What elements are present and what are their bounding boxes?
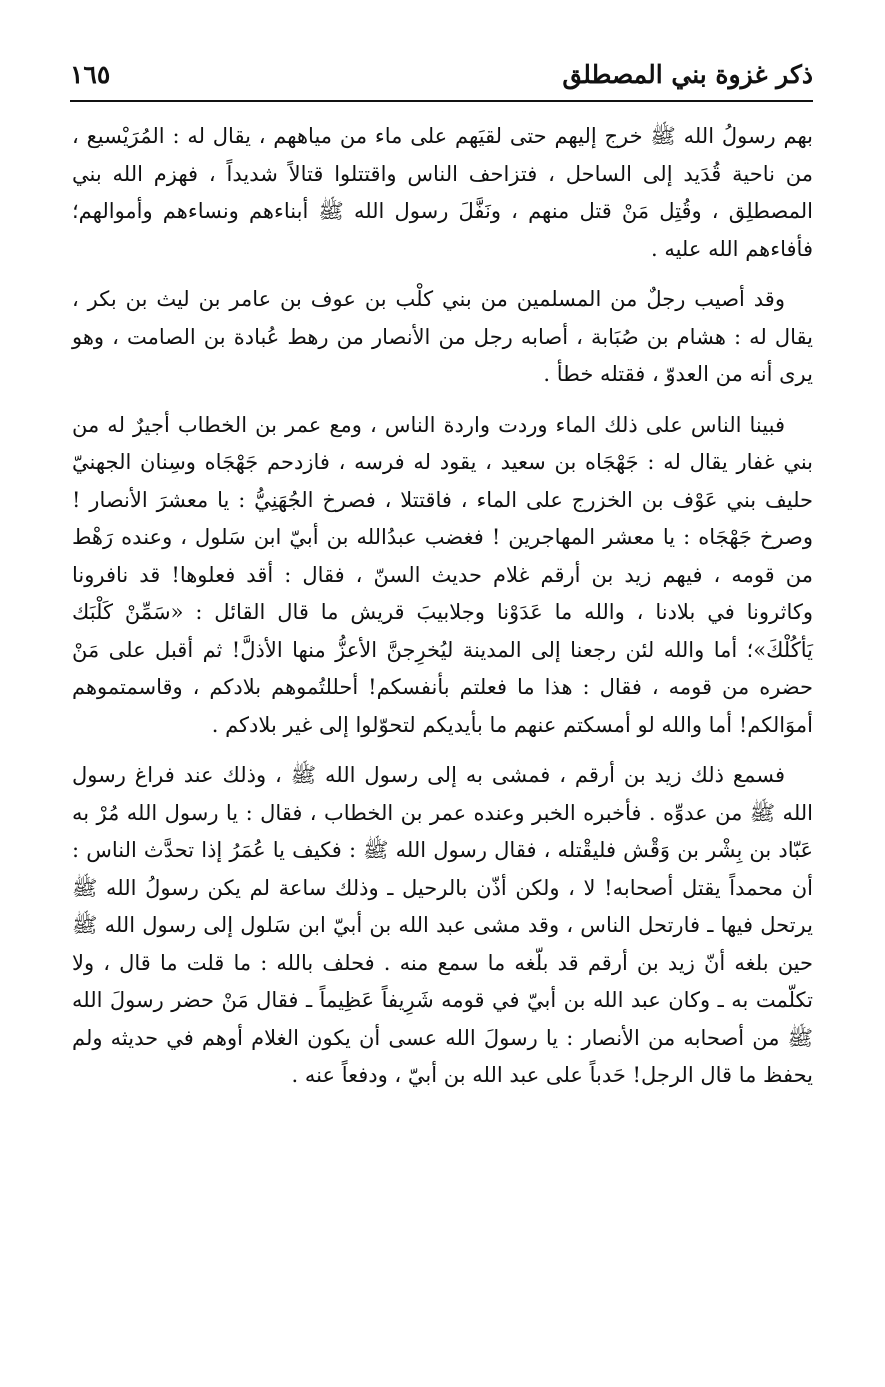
paragraph-1: بهم رسولُ الله ﷺ خرج إليهم حتى لقيَهم على ماء من مياههم ، يقال له : المُرَيْسيع ، من ناحية قُدَيد إلى الساحل ، فتزاحف الناس واقتتلوا قتالاً شديداً ، فهزم الله بني المصطلِق ، وقُتِل مَنْ قتل منهم ، ونَفَّلَ رسول الله ﷺ أبناءهم ونساءهم وأموالهم؛ فأفاءهم الله عليه . (72, 124, 813, 261)
page-header (70, 52, 813, 102)
running-title: ذكر غزوة بني المصطلق (562, 60, 813, 89)
paragraph-2: وقد أصيب رجلٌ من المسلمين من بني كلْب بن عوف بن عامر بن ليث بن بكر ، يقال له : هشام بن صُبَابة ، أصابه رجل من الأنصار من رهط عُبادة بن الصامت ، وهو يرى أنه من العدوّ ، فقتله خطأ . (72, 287, 813, 386)
paragraph-gap (72, 268, 813, 281)
paragraph-4: فسمع ذلك زيد بن أرقم ، فمشى به إلى رسول الله ﷺ ، وذلك عند فراغ رسول الله ﷺ من عدوِّه . فأخبره الخبر وعنده عمر بن الخطاب ، فقال : يا رسول الله مُرْ به عَبّاد بن بِشْر بن وَقْش فليقْتله ، فقال رسول الله ﷺ : فكيف يا عُمَرُ إذا تحدَّث الناس : أن محمداً يقتل أصحابه! لا ، ولكن أذّن بالرحيل ـ وذلك ساعة لم يكن رسولُ الله ﷺ يرتحل فيها ـ فارتحل الناس ، وقد مشى عبد الله بن أبيّ ابن سَلول إلى رسول الله ﷺ حين بلغه أنّ زيد بن أرقم قد بلّغه ما سمع منه . فحلف بالله : ما قلت ما قال ، ولا تكلّمت به ـ وكان عبد الله بن أبيّ في قومه شَرِيفاً عَظِيماً ـ فقال مَنْ حضر رسولَ الله ﷺ من أصحابه من الأنصار : يا رسولَ الله عسى أن يكون الغلام أوهم في حديثه ولم يحفظ ما قال الرجل! حَدباً على عبد الله بن أبيّ ، ودفعاً عنه . (72, 763, 813, 1087)
paragraph-gap (72, 394, 813, 407)
page-number: ١٦٥ (70, 60, 111, 89)
paragraph-gap (72, 744, 813, 757)
paragraph-3: فبينا الناس على ذلك الماء وردت واردة الناس ، ومع عمر بن الخطاب أجيرٌ له من بني غفار يقال له : جَهْجَاه بن سعيد ، يقود له فرسه ، فازدحم جَهْجَاه وسِنان الجهنيّ حليف بني عَوْف بن الخزرج على الماء ، فاقتتلا ، فصرخ الجُهَنِيُّ : يا معشرَ الأنصار ! وصرخ جَهْجَاه : يا معشر المهاجرين ! فغضب عبدُالله بن أبيّ ابن سَلول ، وعنده رَهْط من قومه ، فيهم زيد بن أرقم غلام حديث السنّ ، فقال : أقد فعلوها! قد نافرونا وكاثرونا في بلادنا ، والله ما عَدَوْنا وجلابيبَ قريش ما قال القائل : «سَمِّنْ كَلْبَك يَأكُلْكَ»؛ أما والله لئن رجعنا إلى المدينة ليُخرِجنَّ الأعزُّ منها الأذلَّ! ثم أقبل على مَنْ حضره من قومه ، فقال : هذا ما فعلتم بأنفسكم! أحللتُموهم بلادكم ، وقاسمتموهم أموَالكم! أما والله لو أمسكتم عنهم ما بأيديكم لتحوّلوا إلى غير بلادكم . (72, 412, 813, 737)
page-body (72, 118, 813, 1095)
